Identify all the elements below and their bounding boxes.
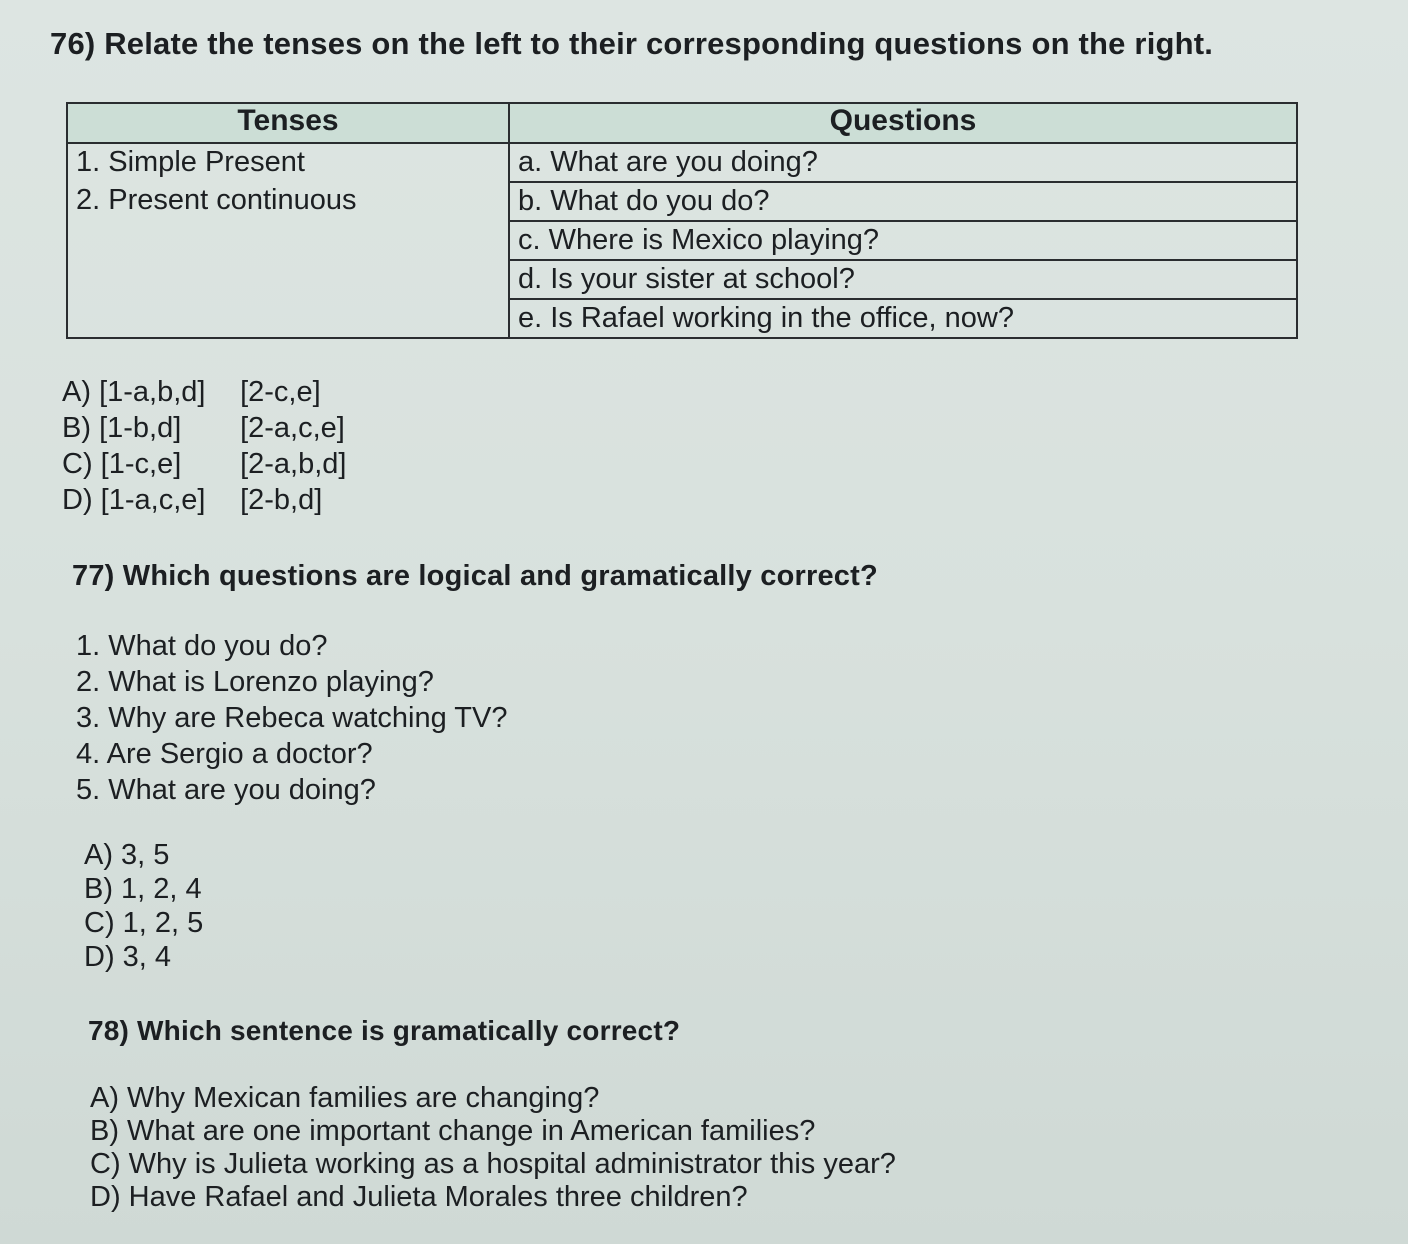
option-part-2: [2-a,c,e] (240, 412, 345, 444)
table-row (67, 143, 1297, 182)
option-part-1: [1-a,b,d] (99, 376, 206, 408)
table-row (67, 182, 1297, 221)
answer-option-b (62, 410, 346, 446)
question-78-options (90, 1082, 896, 1214)
question-cell: b. What do you do? (509, 182, 1297, 221)
list-item: 5. What are you doing? (76, 774, 376, 806)
option-letter: B) (62, 412, 91, 444)
list-item: 2. What is Lorenzo playing? (76, 666, 434, 698)
answer-option-a: A) Why Mexican families are changing? (90, 1082, 600, 1114)
question-78-title: 78) Which sentence is gramatically correct? (88, 1015, 681, 1046)
question-cell: a. What are you doing? (509, 143, 1297, 182)
table-row (67, 299, 1297, 338)
question-76-title: 76) Relate the tenses on the left to their corresponding questions on the right. (50, 26, 1214, 61)
question-77-options (84, 838, 203, 974)
answer-option-c: C) 1, 2, 5 (84, 907, 204, 939)
answer-option-d: D) 3, 4 (84, 941, 172, 973)
option-part-2: [2-a,b,d] (240, 448, 347, 480)
option-letter: A) (62, 376, 91, 408)
answer-option-c (62, 446, 346, 482)
tense-cell (67, 260, 509, 299)
header-tenses: Tenses (67, 103, 509, 143)
option-letter: D) (62, 484, 93, 516)
tense-cell: 2. Present continuous (67, 182, 509, 221)
question-cell: e. Is Rafael working in the office, now? (509, 299, 1297, 338)
answer-option-c: C) Why is Julieta working as a hospital administrator this year? (90, 1148, 896, 1180)
answer-option-a (62, 374, 346, 410)
tenses-questions-table (66, 102, 1298, 339)
question-76-options (62, 374, 346, 518)
answer-option-d: D) Have Rafael and Julieta Morales three children? (90, 1181, 748, 1213)
answer-option-a: A) 3, 5 (84, 839, 170, 871)
question-77-items (76, 628, 507, 808)
option-part-1: [1-c,e] (100, 448, 182, 480)
question-cell: c. Where is Mexico playing? (509, 221, 1297, 260)
option-part-2: [2-b,d] (240, 484, 323, 516)
question-77-title: 77) Which questions are logical and gramatically correct? (72, 560, 878, 592)
answer-option-b: B) 1, 2, 4 (84, 873, 202, 905)
list-item: 1. What do you do? (76, 630, 328, 662)
option-part-1: [1-b,d] (99, 412, 182, 444)
tense-cell (67, 221, 509, 260)
option-part-2: [2-c,e] (240, 376, 321, 408)
answer-option-d (62, 482, 346, 518)
question-cell: d. Is your sister at school? (509, 260, 1297, 299)
tense-cell (67, 299, 509, 338)
tense-cell: 1. Simple Present (67, 143, 509, 182)
list-item: 4. Are Sergio a doctor? (76, 738, 373, 770)
list-item: 3. Why are Rebeca watching TV? (76, 702, 508, 734)
table-row (67, 221, 1297, 260)
table-header-row (67, 103, 1297, 143)
option-part-1: [1-a,c,e] (100, 484, 206, 516)
option-letter: C) (62, 448, 93, 480)
header-questions: Questions (509, 103, 1297, 143)
table-row (67, 260, 1297, 299)
answer-option-b: B) What are one important change in American families? (90, 1115, 816, 1147)
